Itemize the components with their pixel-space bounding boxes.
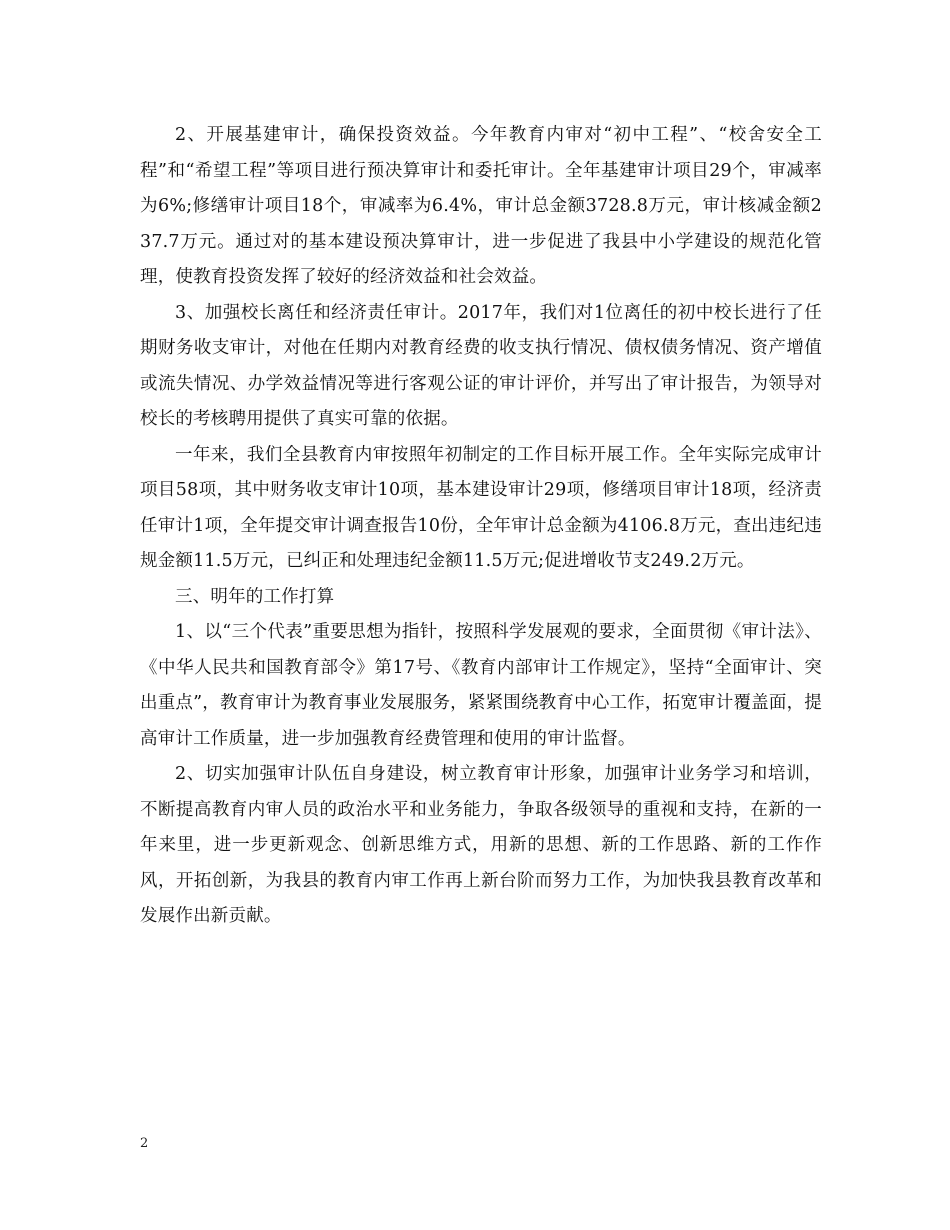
- paragraph-principal-audit: 3、加强校长离任和经济责任审计。2017年，我们对1位离任的初中校长进行了任期财务收支审计，对他在任期内对教育经费的收支执行情况、债权债务情况、资产增值或流失情况、办学效益情况等进行客观公证的审计评价，并写出了审计报告，为领导对校长的考核聘用提供了真实可靠的依据。: [140, 302, 822, 429]
- page-number: 2: [140, 1136, 149, 1151]
- document-body: [140, 118, 822, 935]
- paragraph-annual-summary: 一年来，我们全县教育内审按照年初制定的工作目标开展工作。全年实际完成审计项目58项，其中财务收支审计10项，基本建设审计29项，修缮项目审计18项，经济责任审计1项，全年提交审计调查报告10份，全年审计总金额为4106.8万元，查出违纪违规金额11.5万元，已纠正和处理违纪金额11.5万元;促进增收节支249.2万元。: [140, 444, 822, 571]
- paragraph-infrastructure-audit: 2、开展基建审计，确保投资效益。今年教育内审对“初中工程”、“校舍安全工程”和“希望工程”等项目进行预决算审计和委托审计。全年基建审计项目29个，审减率为6%;修缮审计项目18个，审减率为6.4%，审计总金额3728.8万元，审计核减金额237.7万元。通过对的基本建设预决算审计，进一步促进了我县中小学建设的规范化管理，使教育投资发挥了较好的经济效益和社会效益。: [140, 125, 822, 287]
- paragraph-plan-item-2: 2、切实加强审计队伍自身建设，树立教育审计形象，加强审计业务学习和培训，不断提高教育内审人员的政治水平和业务能力，争取各级领导的重视和支持，在新的一年来里，进一步更新观念、创新思维方式，用新的思想、新的工作思路、新的工作作风，开拓创新，为我县的教育内审工作再上新台阶而努力工作，为加快我县教育改革和发展作出新贡献。: [140, 764, 822, 926]
- paragraph-plan-item-1: 1、以“三个代表”重要思想为指针，按照科学发展观的要求，全面贯彻《审计法》、《中华人民共和国教育部令》第17号、《教育内部审计工作规定》，坚持“全面审计、突出重点”，教育审计为教育事业发展服务，紧紧围绕教育中心工作，拓宽审计覆盖面，提高审计工作质量，进一步加强教育经费管理和使用的审计监督。: [140, 622, 822, 749]
- section-heading-next-year-plan: 三、明年的工作打算: [175, 586, 335, 607]
